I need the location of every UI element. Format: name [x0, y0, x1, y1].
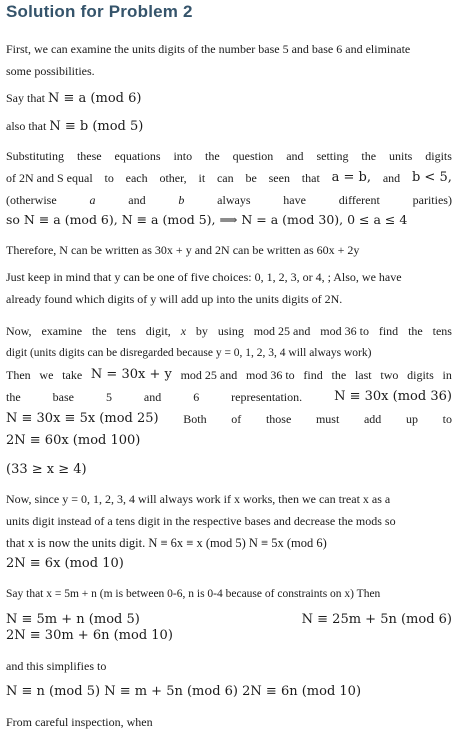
word: into — [173, 149, 193, 163]
word: Substituting — [6, 149, 65, 163]
word: digits — [425, 149, 452, 163]
word: these — [76, 149, 102, 163]
word: in — [442, 368, 452, 382]
word: the — [331, 368, 347, 382]
justified-line — [6, 324, 452, 338]
word: representation. — [231, 390, 303, 404]
math-line: 2N ≡ 60x (mod 100) — [6, 433, 141, 448]
math-variable: b — [178, 193, 185, 207]
justified-line — [6, 171, 452, 185]
word: digits — [407, 368, 434, 382]
word: last — [354, 368, 372, 382]
math-expression: N ≡ 30x ≡ 5x (mod 25) — [6, 411, 159, 426]
text-line — [6, 119, 143, 134]
math-expression: N ≡ b (mod 5) — [49, 119, 144, 134]
word: tens — [116, 324, 136, 338]
word: each — [125, 171, 148, 185]
word: mod 36 to — [246, 368, 295, 382]
text-line: already found which digits of y will add up into the units digits of 2N. — [6, 292, 343, 306]
math-line: so N ≡ a (mod 6), N ≡ a (mod 5), ⟹ N = a (mod 30), 0 ≤ a ≤ 4 — [6, 212, 408, 227]
text-line: Say that x = 5m + n (m is between 0-6, n is 0-4 because of constraints on x) Then — [6, 588, 381, 600]
text-line: and this simplifies to — [6, 659, 107, 673]
text-fragment: Say that — [6, 91, 45, 105]
justified-line — [6, 149, 452, 163]
math-line: (33 ≥ x ≥ 4) — [6, 462, 87, 477]
word: setting — [316, 149, 349, 163]
word: tens — [432, 324, 452, 338]
word: those — [265, 412, 292, 426]
word: the — [205, 149, 220, 163]
word: units — [388, 149, 413, 163]
word: of 2N and S equal — [6, 171, 93, 185]
math-expression: N ≡ a (mod 6) — [48, 91, 142, 106]
word: it — [198, 171, 206, 185]
justified-line — [6, 412, 452, 426]
text-line: that x is now the units digit. N ≡ 6x ≡ x (mod 5) N ≡ 5x (mod 6) — [6, 536, 327, 550]
text-fragment: also that — [6, 119, 47, 133]
word: the — [361, 149, 377, 163]
math-line: 2N ≡ 6x (mod 10) — [6, 556, 124, 571]
text-line: First, we can examine the units digits of the number base 5 and base 6 and eliminate — [6, 42, 411, 56]
word: seen — [268, 171, 290, 185]
justified-line — [6, 613, 452, 627]
word: 5 — [105, 390, 112, 404]
justified-line — [6, 193, 452, 207]
word: equations — [114, 149, 161, 163]
math-expression: N ≡ 30x (mod 36) — [334, 389, 452, 404]
word: Now, — [6, 324, 32, 338]
math-expression: N = 30x + y — [90, 367, 172, 382]
word: using — [217, 324, 244, 338]
word: and — [143, 390, 162, 404]
word: that — [301, 171, 320, 185]
text-line: digit (units digits can be disregarded because y = 0, 1, 2, 3, 4 will always work) — [6, 347, 372, 359]
math-line: 2N ≡ 30m + 6n (mod 10) — [6, 628, 173, 643]
page-title: Solution for Problem 2 — [6, 2, 193, 21]
word: by — [195, 324, 208, 338]
math-expression: a = b, — [331, 170, 371, 185]
word: base — [52, 390, 74, 404]
word: and — [128, 193, 146, 207]
text-line: From careful inspection, when — [6, 715, 153, 729]
word: take — [62, 368, 83, 382]
word: we — [39, 368, 54, 382]
justified-line — [6, 390, 452, 404]
word: have — [283, 193, 306, 207]
word: be — [245, 171, 257, 185]
word: the — [92, 324, 107, 338]
math-expression: N ≡ 5m + n (mod 5) — [6, 612, 140, 627]
word: to — [104, 171, 114, 185]
word: question — [232, 149, 274, 163]
word: different — [338, 193, 380, 207]
word: digit, — [145, 324, 171, 338]
word: examine — [41, 324, 83, 338]
text-line: some possibilities. — [6, 64, 95, 78]
word: find — [303, 368, 323, 382]
text-line: Therefore, N can be written as 30x + y and 2N can be written as 60x + 2y — [6, 243, 360, 257]
word: parities) — [412, 193, 452, 207]
word: and — [286, 149, 304, 163]
math-variable: a — [89, 193, 96, 207]
word: Then — [6, 368, 31, 382]
word: mod 25 and — [253, 324, 311, 338]
math-expression: N ≡ 25m + 5n (mod 6) — [301, 612, 452, 627]
math-line: N ≡ n (mod 5) N ≡ m + 5n (mod 6) 2N ≡ 6n (mod 10) — [6, 684, 362, 699]
word: (otherwise — [6, 193, 57, 207]
word: of — [231, 412, 242, 426]
word: Both — [183, 412, 207, 426]
text-line: Now, since y = 0, 1, 2, 3, 4 will always work if x works, then we can treat x as a — [6, 492, 391, 506]
word: the — [408, 324, 423, 338]
justified-line — [6, 368, 452, 382]
word: two — [380, 368, 399, 382]
math-variable: x — [180, 324, 187, 338]
word: mod 36 to — [320, 324, 369, 338]
word: add — [363, 412, 382, 426]
word: up — [405, 412, 418, 426]
word: always — [217, 193, 251, 207]
text-line: units digit instead of a tens digit in the respective bases and decrease the mods so — [6, 514, 396, 528]
text-line: Just keep in mind that y can be one of five choices: 0, 1, 2, 3, or 4, ; Also, we have — [6, 270, 402, 284]
word: mod 25 and — [180, 368, 238, 382]
word: to — [442, 412, 452, 426]
math-expression: b < 5, — [411, 170, 452, 185]
word: and — [382, 171, 401, 185]
word: can — [216, 171, 234, 185]
word: find — [378, 324, 399, 338]
word: 6 — [193, 390, 200, 404]
word: must — [315, 412, 340, 426]
word: the — [6, 390, 21, 404]
text-line — [6, 91, 141, 106]
word: other, — [159, 171, 187, 185]
